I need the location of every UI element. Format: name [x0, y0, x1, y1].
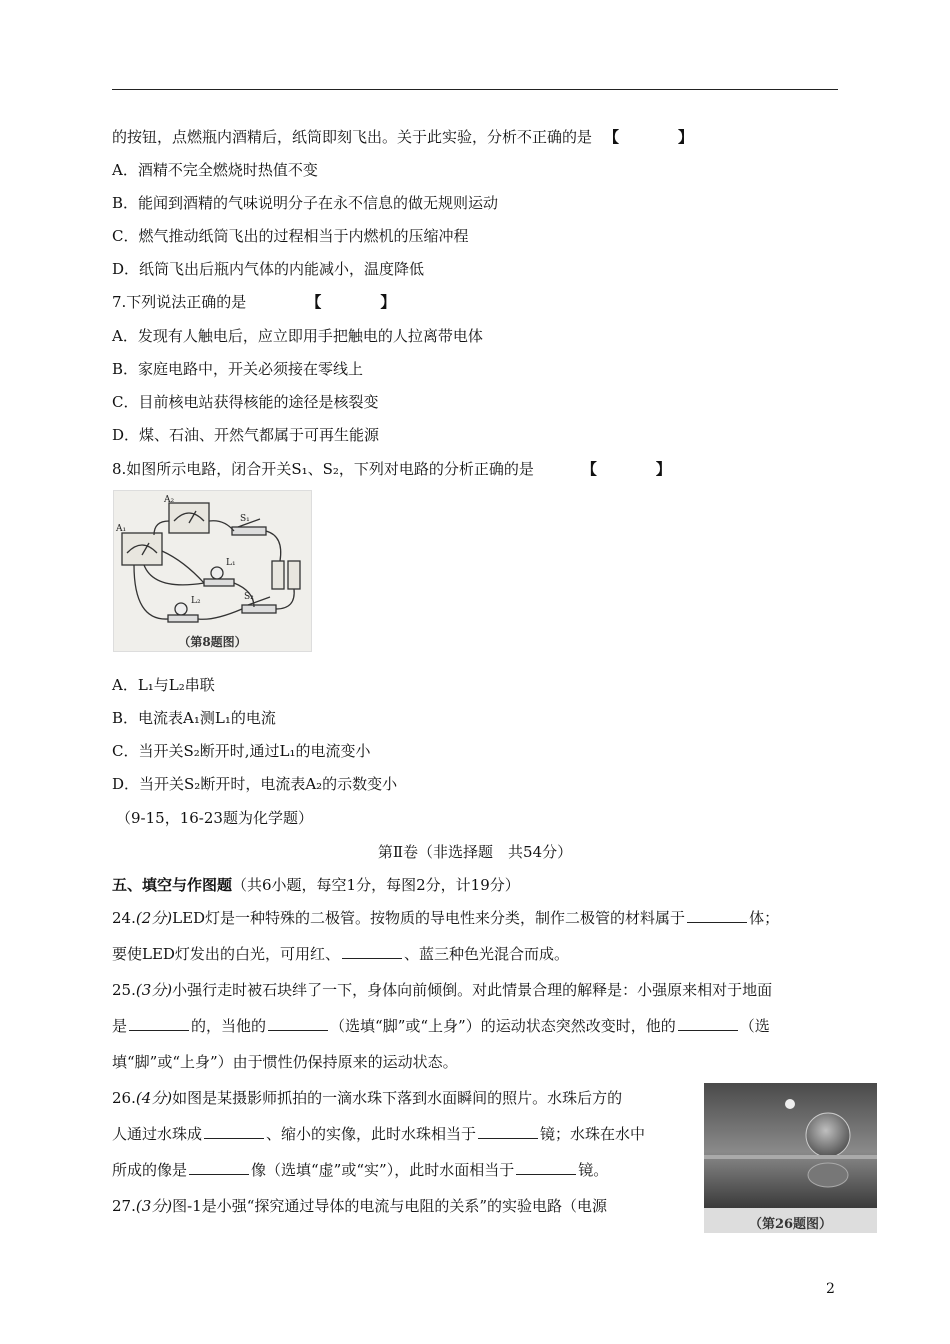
- label-l2: L₂: [191, 596, 201, 606]
- q26-figure-caption: （第26题图）: [748, 1217, 833, 1232]
- q27-line1: 27.(3分)图-1是小强“探究通过导体的电流与电阻的关系”的实验电路（电源: [112, 1197, 608, 1215]
- q6-option-a: A．酒精不完全燃烧时热值不变: [112, 161, 318, 179]
- label-a2: A₂: [164, 495, 175, 505]
- battery-icon: [288, 561, 300, 589]
- answer-blank[interactable]: [678, 1016, 738, 1031]
- water-drop-photo: [704, 1083, 877, 1233]
- circuit-diagram: [114, 491, 311, 651]
- q25-line1: 25.(3分)小强行走时被石块绊了一下，身体向前倾倒。对此情景合理的解释是：小强原来相对于地面: [112, 981, 773, 999]
- header-rule: [112, 89, 838, 90]
- switch-s2-icon: [242, 605, 276, 613]
- circuit-figure: [113, 490, 312, 652]
- q26-line1: 26.(4分)如图是某摄影师抓拍的一滴水珠下落到水面瞬间的照片。水珠后方的: [112, 1089, 623, 1107]
- q8-stem: 8.如图所示电路，闭合开关S₁、S₂，下列对电路的分析正确的是 【 】: [112, 460, 693, 478]
- answer-blank[interactable]: [268, 1016, 328, 1031]
- q7-option-b: B．家庭电路中，开关必须接在零线上: [112, 360, 364, 378]
- q24-line1: 24.(2分)LED灯是一种特殊的二极管。按物质的导电性来分类，制作二极管的材料属于 体；: [112, 909, 780, 927]
- chemistry-note: （9-15，16-23题为化学题）: [116, 809, 313, 827]
- ammeter-a2-icon: [169, 503, 209, 533]
- q25-line3: 填“脚”或“上身”）由于惯性仍保持原来的运动状态。: [112, 1053, 458, 1071]
- q26-line2: 人通过水珠成 、缩小的实像，此时水珠相当于 镜；水珠在水中: [112, 1125, 646, 1143]
- q7-option-d: D．煤、石油、开然气都属于可再生能源: [112, 426, 380, 444]
- bulb-l1-icon: [211, 567, 223, 579]
- q6-option-b: B．能闻到酒精的气味说明分子在永不信息的做无规则运动: [112, 194, 499, 212]
- q6-option-c: C．燃气推动纸筒飞出的过程相当于内燃机的压缩冲程: [112, 227, 469, 245]
- switch-s1-icon: [232, 527, 266, 535]
- answer-blank[interactable]: [189, 1160, 249, 1175]
- answer-blank[interactable]: [129, 1016, 189, 1031]
- answer-blank[interactable]: [204, 1124, 264, 1139]
- answer-bracket: 【 】: [604, 128, 716, 146]
- label-s1: S₁: [240, 514, 250, 524]
- q6-tail: 的按钮，点燃瓶内酒精后，纸筒即刻飞出。关于此实验，分析不正确的是 【 】: [112, 128, 716, 146]
- q8-option-a: A．L₁与L₂串联: [112, 676, 215, 694]
- ammeter-a1-icon: [122, 533, 162, 565]
- answer-bracket: 【 】: [581, 460, 693, 478]
- water-drop-image: [704, 1083, 877, 1208]
- answer-blank[interactable]: [342, 944, 402, 959]
- bulb-l2-icon: [175, 603, 187, 615]
- q26-line3: 所成的像是 像（选填“虚”或“实”），此时水面相当于 镜。: [112, 1161, 609, 1179]
- label-a1: A₁: [116, 524, 127, 534]
- q7-option-c: C．目前核电站获得核能的途径是核裂变: [112, 393, 379, 411]
- answer-bracket: 【 】: [306, 293, 418, 311]
- label-l1: L₁: [226, 558, 236, 568]
- section2-title: 第Ⅱ卷（非选择题 共54分）: [377, 843, 573, 861]
- answer-blank[interactable]: [478, 1124, 538, 1139]
- q7-option-a: A．发现有人触电后，应立即用手把触电的人拉离带电体: [112, 327, 483, 345]
- q8-figure-caption: （第8题图）: [178, 635, 247, 649]
- answer-blank[interactable]: [516, 1160, 576, 1175]
- q8-option-c: C．当开关S₂断开时,通过L₁的电流变小: [112, 742, 371, 760]
- q24-line2: 要使LED灯发出的白光，可用红、 、蓝三种色光混合而成。: [112, 945, 569, 963]
- q6-option-d: D．纸筒飞出后瓶内气体的内能减小，温度降低: [112, 260, 425, 278]
- answer-blank[interactable]: [687, 908, 747, 923]
- q8-option-b: B．电流表A₁测L₁的电流: [112, 709, 276, 727]
- label-s2: S₂: [244, 592, 254, 602]
- q7-stem: 7.下列说法正确的是 【 】: [112, 293, 418, 311]
- page-number: 2: [826, 1281, 835, 1297]
- section5-heading: 五、填空与作图题（共6小题，每空1分，每图2分，计19分）: [112, 876, 520, 894]
- q8-option-d: D．当开关S₂断开时，电流表A₂的示数变小: [112, 775, 398, 793]
- q25-line2: 是 的，当他的 （选填“脚”或“上身”）的运动状态突然改变时，他的 （选: [112, 1017, 770, 1035]
- battery-icon: [272, 561, 284, 589]
